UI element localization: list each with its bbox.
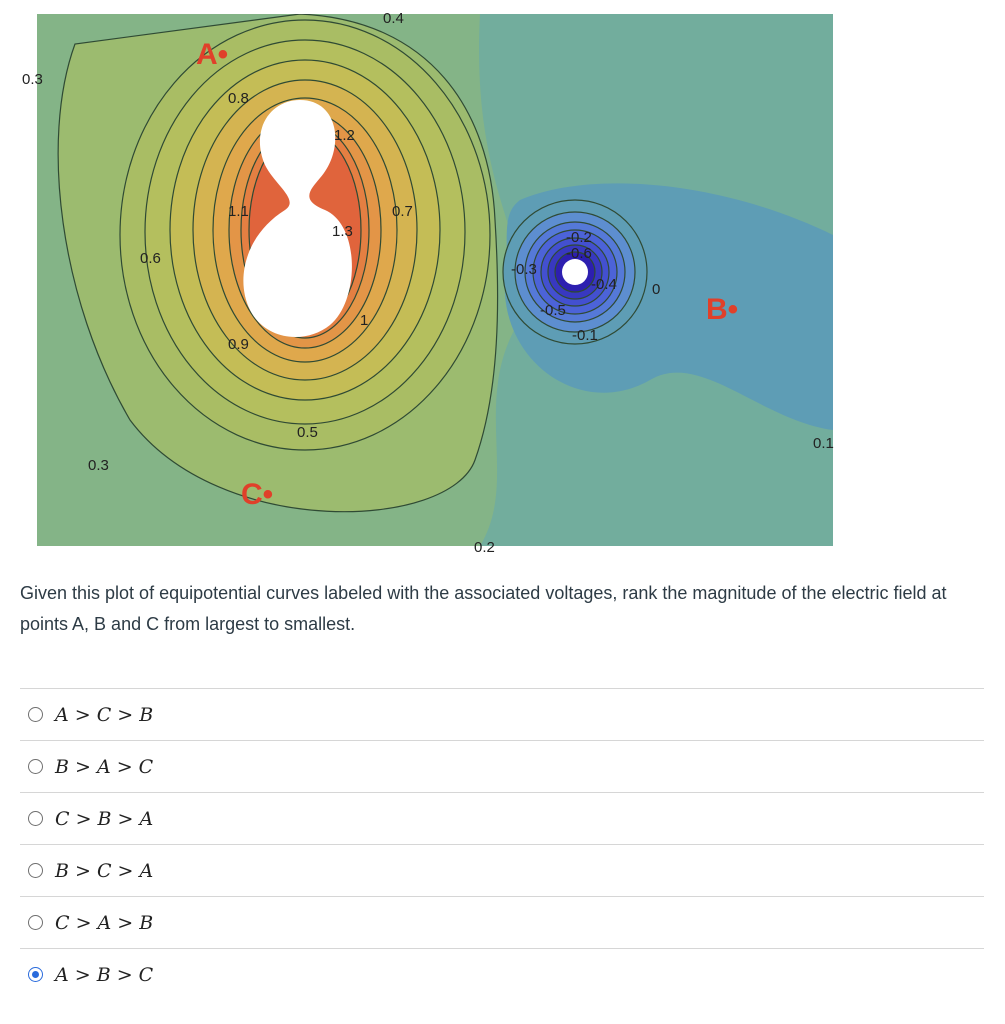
contour-label: -0.1	[572, 327, 598, 344]
contour-label: 0.3	[22, 71, 43, 88]
answer-label: A > C > B	[55, 703, 154, 726]
contour-label: -0.3	[511, 261, 537, 278]
point-a-label: A•	[196, 38, 229, 71]
radio-button[interactable]	[28, 863, 43, 878]
charge-hole-negative	[562, 259, 588, 285]
answer-option[interactable]	[20, 688, 984, 740]
contour-label: 0.6	[140, 250, 161, 267]
answer-label: A > B > C	[55, 963, 154, 986]
answer-option[interactable]	[20, 844, 984, 896]
radio-button[interactable]	[28, 707, 43, 722]
contour-label: -0.4	[591, 276, 617, 293]
answer-option[interactable]	[20, 896, 984, 948]
radio-button-selected[interactable]	[28, 967, 43, 982]
contour-label: 0.2	[474, 539, 495, 556]
contour-label: 0.5	[297, 424, 318, 441]
contour-label: 0.1	[813, 435, 834, 452]
contour-label: 1.1	[228, 203, 249, 220]
question-text: Given this plot of equipotential curves labeled with the associated voltages, rank the magnitude of the electric field at points A, B and C from largest to smallest.	[20, 583, 947, 634]
answer-option[interactable]	[20, 948, 984, 1000]
contour-label: 0.7	[392, 203, 413, 220]
answer-option[interactable]	[20, 740, 984, 792]
radio-button[interactable]	[28, 915, 43, 930]
contour-label: 1.2	[334, 127, 355, 144]
answer-list	[20, 688, 984, 1000]
contour-label: 0.4	[383, 10, 404, 27]
contour-label: 1	[360, 312, 369, 329]
contour-label: 0.3	[88, 457, 109, 474]
answer-label: B > A > C	[55, 755, 154, 778]
contour-label: 0.8	[228, 90, 249, 107]
contour-label: -0.5	[540, 302, 566, 319]
point-b-label: B•	[706, 293, 739, 326]
answer-label: C > A > B	[55, 911, 154, 934]
answer-option[interactable]	[20, 792, 984, 844]
contour-label: 1.3	[332, 223, 353, 240]
answer-label: B > C > A	[55, 859, 154, 882]
point-c-label: C•	[241, 478, 274, 511]
contour-label: -0.6	[566, 245, 592, 262]
contour-label: 0	[652, 281, 661, 298]
radio-button[interactable]	[28, 759, 43, 774]
answer-label: C > B > A	[55, 807, 154, 830]
contour-label: -0.2	[566, 229, 592, 246]
contour-label: 0.9	[228, 336, 249, 353]
radio-button[interactable]	[28, 811, 43, 826]
